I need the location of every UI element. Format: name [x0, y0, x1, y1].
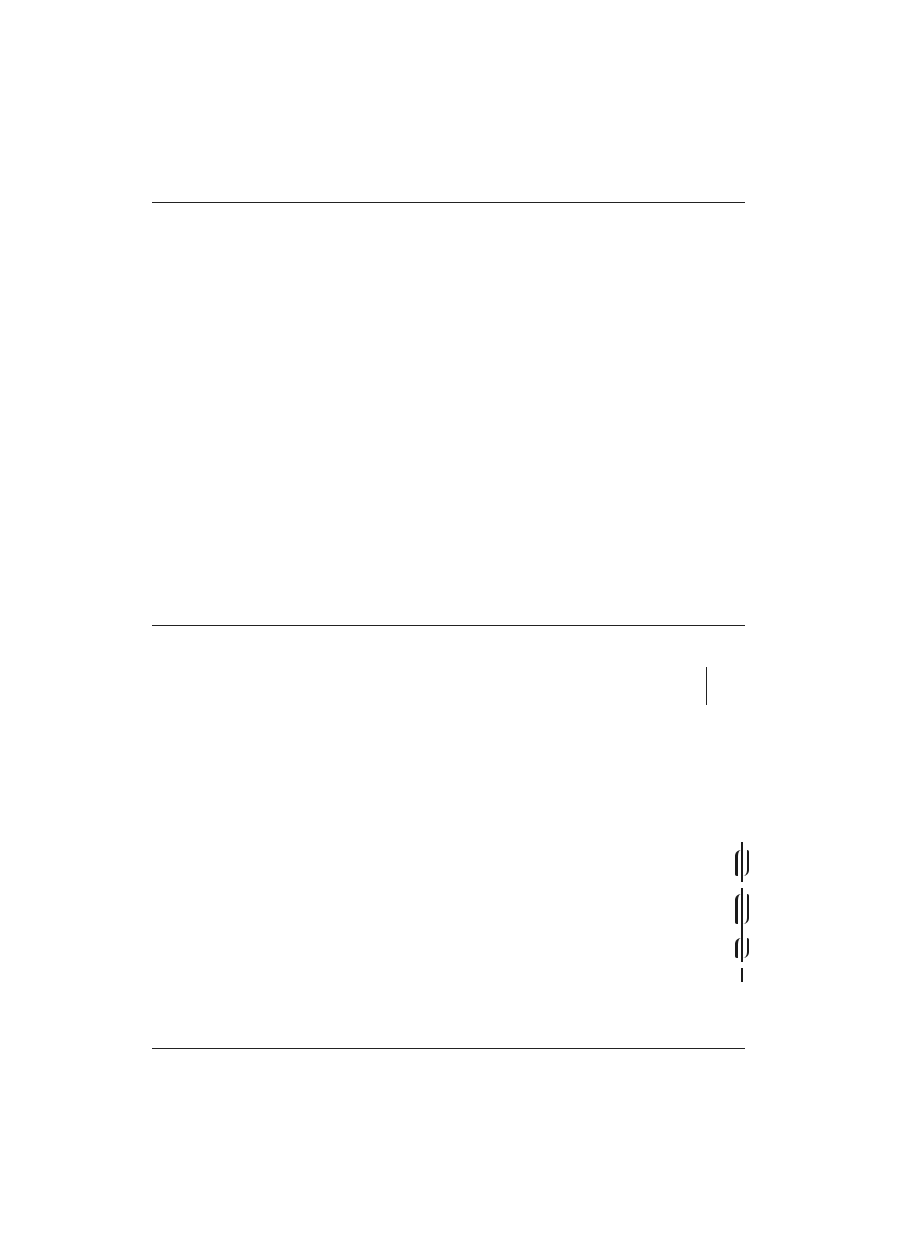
middle-rule: [152, 625, 745, 626]
footnote-separator: [706, 667, 707, 705]
bottom-rule: [152, 1048, 745, 1049]
top-rule: [152, 202, 745, 203]
footnote-mongolian-text: [731, 842, 753, 982]
